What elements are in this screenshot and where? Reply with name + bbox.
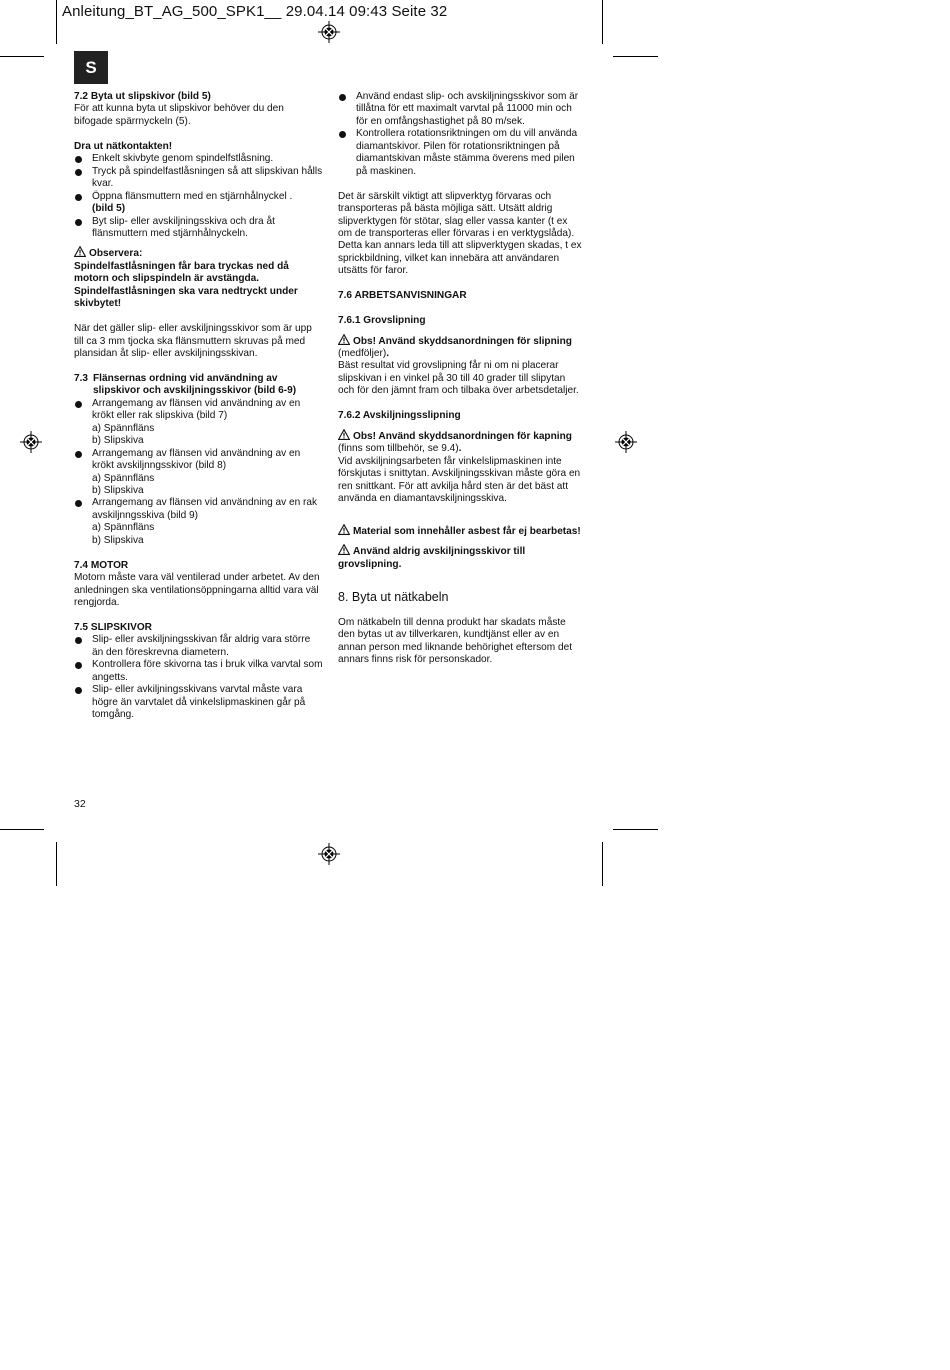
cutting-disc-warning: Använd aldrig avskiljningsskivor till grovslipning. bbox=[338, 546, 526, 570]
list-item: Kontrollera före skivorna tas i bruk vilka varvtal som angetts. bbox=[74, 659, 324, 684]
section-7-6-2-text: Vid avskiljningsarbeten får vinkelslipmaskinen inte förskjutas i snittytan. Avskiljningsskivan måste göra en ren snittkant. För att avkilja hård sten är det bäst att använda en diamantavskiljningsskiva. bbox=[338, 455, 581, 504]
observe-text: Spindelfastlåsningen får bara tryckas ned då motorn och slipspindeln är avstängda. Spindelfastlåsningen ska vara nedtryckt under skivbytet! bbox=[74, 260, 298, 310]
cutting-warning: Obs! Använd skyddsanordningen för kapning (finns som tillbehör, se 9.4). bbox=[338, 430, 572, 455]
sub-item: a) Spännfläns bbox=[92, 522, 155, 534]
section-7-4-title: 7.4 MOTOR bbox=[74, 559, 129, 571]
crop-mark bbox=[602, 842, 603, 886]
list-item: Använd endast slip- och avskiljningsskivor som är tillåtna för ett maximalt varvtal på 11000 min och för en omfångshastighet på 80 m/sek. bbox=[338, 91, 584, 128]
registration-mark-icon bbox=[318, 843, 340, 865]
crop-mark bbox=[0, 829, 44, 830]
list-item: Slip- eller avkiljningsskivans varvtal måste vara högre än varvtalet då vinkelslipmaskinen går på tomgång. bbox=[74, 684, 324, 721]
sub-item: b) Slipskiva bbox=[92, 435, 144, 447]
registration-mark-icon bbox=[20, 431, 42, 453]
left-column bbox=[74, 91, 324, 722]
section-7-4-text: Motorn måste vara väl ventilerad under arbetet. Av den anledningen ska ventilationsöppningarna alltid vara väl rengjorda. bbox=[74, 572, 320, 609]
crop-mark bbox=[0, 56, 44, 57]
list-item: Enkelt skivbyte genom spindelfstlåsning. bbox=[74, 153, 324, 165]
section-8-text: Om nätkabeln till denna produkt har skadats måste den bytas ut av tillverkaren, kundtjänst eller av en annan person med liknande behörighet eftersom det annars finns risk för personskador. bbox=[338, 616, 572, 666]
storage-paragraph: Det är särskilt viktigt att slipverktyg förvaras och transporteras på bästa möjliga sätt. Utsätt aldrig slipverktygen för stötar, slag eller vassa kanter (t ex om de transporteras eller förvaras i en verktygslåda). Detta kan annars leda till att slipverktygen skadas, t ex sprickbildning, vilket kan innebära att användaren utsätts för faror. bbox=[338, 190, 582, 277]
warning-icon bbox=[74, 246, 86, 257]
section-7-6-1-text: Bäst resultat vid grovslipning får ni om ni placerar slipskivan i en vinkel på 30 till 40 grader till slipytan och för den jämnt fram och tilbaka över arbetsdetaljer. bbox=[338, 360, 579, 397]
asbestos-warning: Material som innehåller asbest får ej bearbetas! bbox=[338, 524, 584, 538]
right-column bbox=[338, 91, 584, 666]
section-7-3-title: 7.3 Flänsernas ordning vid användning av slipskivor och avskiljningsskivor (bild 6-9) bbox=[74, 372, 297, 397]
list-item: Arrangemang av flänsen vid användning av en rak avskiljnngsskiva (bild 9) bbox=[74, 497, 324, 522]
section-7-2-text: För att kunna byta ut slipskivor behöver du den bifogade spärrnyckeln (5). bbox=[74, 103, 284, 127]
crop-mark bbox=[613, 829, 658, 830]
warning-icon bbox=[338, 429, 350, 440]
section-7-6-title: 7.6 ARBETSANVISNINGAR bbox=[338, 290, 467, 302]
crop-mark bbox=[613, 56, 658, 57]
list-item: Arrangemang av flänsen vid användning av en krökt avskiljnngsskivor (bild 8) bbox=[74, 448, 324, 473]
section-8-title: 8. Byta ut nätkabeln bbox=[338, 589, 449, 604]
section-7-2-title: 7.2 Byta ut slipskivor (bild 5) bbox=[74, 91, 211, 102]
registration-mark-icon bbox=[615, 431, 637, 453]
list-item: Tryck på spindelfastlåsningen så att slipskivan hålls kvar. bbox=[74, 166, 324, 191]
list-item: Slip- eller avskiljningsskivan får aldrig vara större än den föreskrevna diametern. bbox=[74, 634, 324, 659]
crop-mark bbox=[602, 0, 603, 44]
language-tab: S bbox=[74, 51, 108, 84]
section-7-3-list bbox=[74, 497, 324, 522]
section-7-2-bullets bbox=[74, 153, 324, 240]
crop-mark bbox=[56, 842, 57, 886]
section-7-3-list bbox=[74, 398, 324, 423]
crop-mark bbox=[56, 0, 57, 44]
section-7-5-title: 7.5 SLIPSKIVOR bbox=[74, 621, 152, 633]
flange-nut-paragraph: När det gäller slip- eller avskiljningsskivor som är upp till ca 3 mm tjocka ska flänsmuttern skruvas på med plansidan åt slip- eller avskiljningsskivan. bbox=[74, 323, 312, 360]
disc-bullets bbox=[338, 91, 584, 178]
section-7-6-2-title: 7.6.2 Avskiljningsslipning bbox=[338, 410, 461, 422]
section-7-5-bullets bbox=[74, 634, 324, 721]
list-item: Arrangemang av flänsen vid användning av en krökt eller rak slipskiva (bild 7) bbox=[74, 398, 324, 423]
list-item: Byt slip- eller avskiljningsskiva och dra åt flänsmuttern med stjärnhålnyckeln. bbox=[74, 216, 324, 241]
section-7-6-1-title: 7.6.1 Grovslipning bbox=[338, 315, 426, 327]
list-item: Kontrollera rotationsriktningen om du vill använda diamantskivor. Pilen för rotationsriktningen på diamantskivan måste stämma överens med pilen på maskinen. bbox=[338, 128, 584, 178]
page-number: 32 bbox=[74, 798, 86, 810]
section-7-3-list bbox=[74, 448, 324, 473]
observe-heading: Observera: bbox=[74, 246, 324, 260]
sub-item: b) Slipskiva bbox=[92, 534, 144, 546]
warning-icon bbox=[338, 334, 350, 345]
warning-icon bbox=[338, 544, 350, 555]
warning-icon bbox=[338, 524, 350, 535]
unplug-warning: Dra ut nätkontakten! bbox=[74, 140, 173, 152]
sub-item: a) Spännfläns bbox=[92, 422, 155, 434]
print-header: Anleitung_BT_AG_500_SPK1__ 29.04.14 09:43 Seite 32 bbox=[62, 3, 448, 20]
sub-item: b) Slipskiva bbox=[92, 485, 144, 496]
registration-mark-icon bbox=[318, 21, 340, 43]
list-item: Öppna flänsmuttern med en stjärnhålnyckel . (bild 5) bbox=[74, 191, 324, 216]
grinding-warning: Obs! Använd skyddsanordningen för slipning (medföljer). bbox=[338, 335, 572, 360]
sub-item: a) Spännfläns bbox=[92, 472, 155, 484]
